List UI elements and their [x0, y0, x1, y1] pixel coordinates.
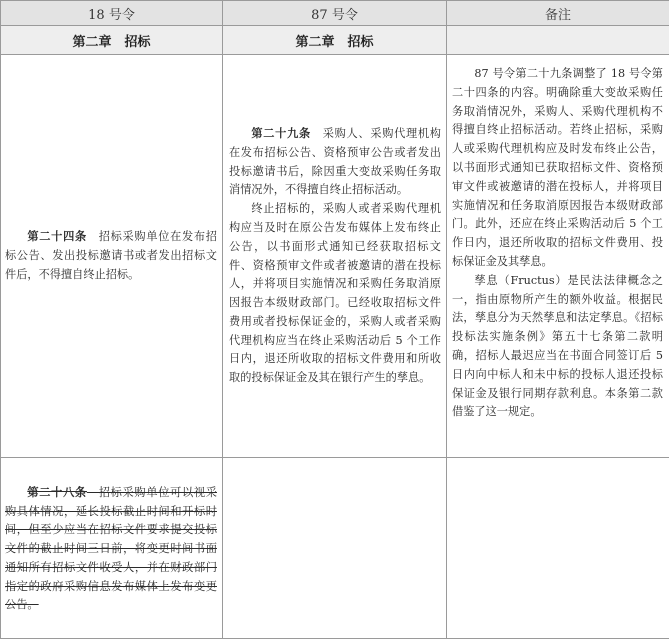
table-row	[1, 458, 669, 639]
chapter-row	[1, 26, 669, 55]
header-remarks: 备注	[447, 1, 669, 26]
article-28-number: 第二十八条	[27, 485, 86, 499]
header-87-order: 87 号令	[223, 1, 447, 26]
empty-cell-87	[223, 458, 447, 639]
header-row	[1, 1, 669, 26]
header-18-order: 18 号令	[1, 1, 223, 26]
remarks-para-1: 87 号令第二十九条调整了 18 号令第二十四条的内容。明确除重大变故采购任务取消情况外，采购人、采购代理机构不得擅自终止招标活动。若终止招标，采购人或采购代理机构应及时发布终止公告，以书面形式通知已获取招标文件、资格预审文件或被邀请的潜在投标人，并将项目实施情况和任务取消原因报告本级财政部门。此外，还应在终止采购活动后 5 个工作日内，退还所收取的招标文件费用、投标保证金及其孳息。	[452, 65, 663, 272]
article-24-number: 第二十四条	[27, 229, 86, 243]
article-24-body: 招标采购单位在发布招标公告、发出投标邀请书或者发出招标文件后，不得擅自终止招标。	[5, 230, 217, 281]
empty-cell-remarks	[447, 458, 669, 639]
chapter-title-87: 第二章 招标	[223, 26, 447, 55]
article-29-body-1: 采购人、采购代理机构在发布招标公告、资格预审公告或者发出投标邀请书后，除因重大变故采购任务取消情况外，不得擅自终止招标活动。	[229, 127, 441, 196]
article-28-body: 招标采购单位可以视采购具体情况，延长投标截止时间和开标时间，但至少应当在招标文件要求提交投标文件的截止时间三日前，将变更时间书面通知所有招标文件收受人，并在财政部门指定的政府采购信息发布媒体上发布变更公告。	[5, 486, 217, 612]
article-29-para-2: 终止招标的，采购人或者采购代理机构应当及时在原公告发布媒体上发布终止公告，以书面形式通知已经获取招标文件、资格预审文件或者被邀请的潜在投标人，并将项目实施情况和采购任务取消原因报告本级财政部门。已经收取招标文件费用或者投标保证金的，采购人或者采购代理机构应当在终止采购活动后 5 个工作日内，退还所收取的招标文件费用和所收取的投标保证金及其在银行产生的孳息。	[229, 200, 441, 388]
article-28-cell	[1, 458, 223, 639]
remarks-para-2: 孳息（Fructus）是民法法律概念之一，指由原物所产生的额外收益。根据民法，孳息分为天然孳息和法定孳息。《招标投标法实施条例》第五十七条第二款明确，招标人最迟应当在书面合同签订后 5 日内向中标人和未中标的投标人退还投标保证金及银行同期存款利息。本条第二款借鉴了这一规定。	[452, 272, 663, 422]
article-29-para-1	[229, 124, 441, 200]
article-24-cell	[1, 55, 223, 458]
article-29-cell	[223, 55, 447, 458]
remarks-cell	[447, 55, 669, 458]
table-row	[1, 55, 669, 458]
chapter-title-remarks	[447, 26, 669, 55]
article-28-text	[5, 483, 217, 616]
chapter-title-18: 第二章 招标	[1, 26, 223, 55]
article-24-text	[5, 227, 217, 284]
article-29-number: 第二十九条	[251, 126, 310, 140]
